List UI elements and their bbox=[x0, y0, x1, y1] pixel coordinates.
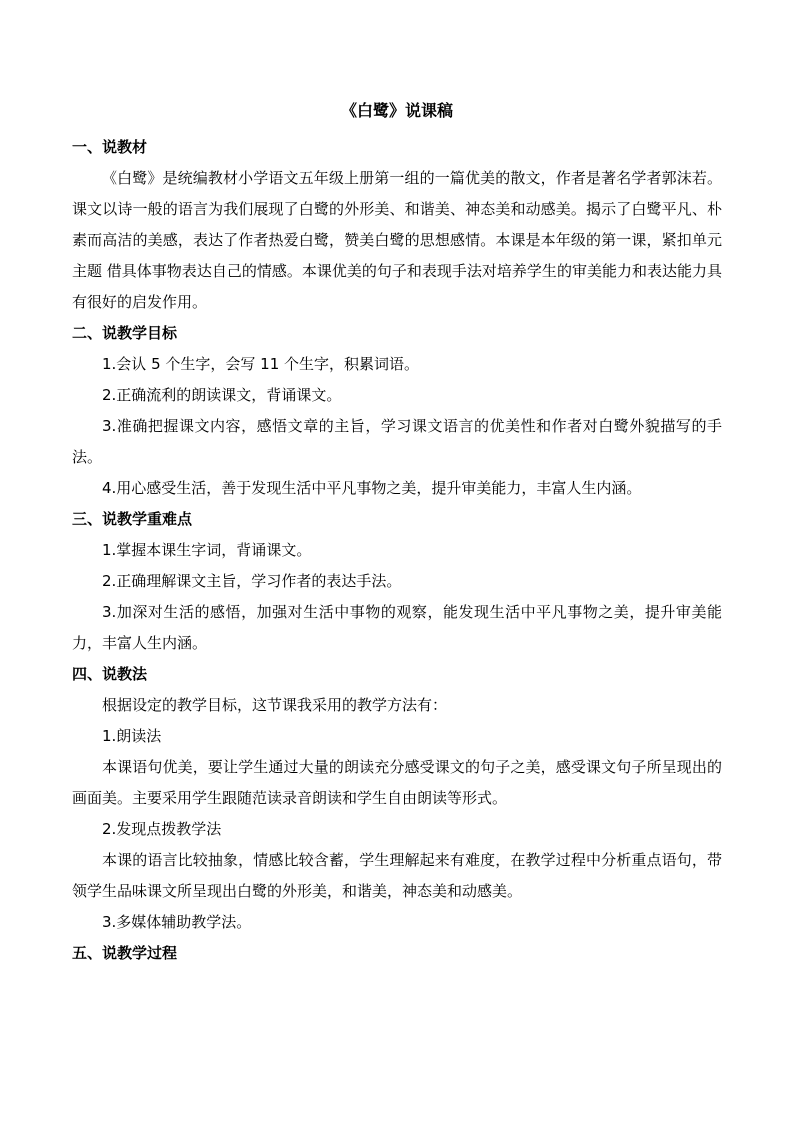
paragraph: 3.多媒体辅助教学法。 bbox=[102, 913, 252, 931]
paragraph: 本课语句优美，要让学生通过大量的朗读充分感受课文的句子之美，感受课文句子所呈现出的画面美。主要采用学生跟随范读录音朗读和学生自由朗读等形式。 bbox=[72, 758, 722, 807]
section-teaching-process bbox=[72, 938, 722, 969]
paragraph: 2.发现点拨教学法 bbox=[102, 820, 222, 838]
section-heading: 四、说教法 bbox=[72, 665, 148, 683]
paragraph: 1.会认 5 个生字，会写 11 个生字，积累词语。 bbox=[102, 355, 420, 373]
section-heading: 三、说教学重难点 bbox=[72, 510, 193, 528]
document-page bbox=[72, 100, 722, 969]
paragraph: 1.掌握本课生字词，背诵课文。 bbox=[102, 541, 312, 559]
paragraph: 3.加深对生活的感悟，加强对生活中事物的观察，能发现生活中平凡事物之美，提升审美能力，丰富人生内涵。 bbox=[72, 603, 722, 652]
paragraph: 4.用心感受生活，善于发现生活中平凡事物之美，提升审美能力，丰富人生内涵。 bbox=[102, 479, 642, 497]
paragraph: 《白鹭》是统编教材小学语文五年级上册第一组的一篇优美的散文，作者是著名学者郭沫若。课文以诗一般的语言为我们展现了白鹭的外形美、和谐美、神态美和动感美。揭示了白鹭平凡、朴素而高洁的美感，表达了作者热爱白鹭，赞美白鹭的思想感情。本课是本年级的第一课，紧扣单元主题 借具体事物表达自己的情感。本课优美的句子和表现手法对培养学生的审美能力和表达能力具有很好的启发作用。 bbox=[72, 169, 722, 311]
section-heading: 二、说教学目标 bbox=[72, 324, 178, 342]
paragraph: 2.正确理解课文主旨，学习作者的表达手法。 bbox=[102, 572, 402, 590]
section-heading: 五、说教学过程 bbox=[72, 944, 178, 962]
paragraph: 1.朗读法 bbox=[102, 727, 162, 745]
paragraph: 本课的语言比较抽象，情感比较含蓄，学生理解起来有难度，在教学过程中分析重点语句，带领学生品味课文所呈现出白鹭的外形美，和谐美，神态美和动感美。 bbox=[72, 851, 722, 900]
document-title: 《白鹭》说课稿 bbox=[340, 101, 453, 120]
section-key-points bbox=[72, 504, 722, 659]
section-teaching-goals bbox=[72, 318, 722, 504]
section-textbook bbox=[72, 132, 722, 318]
paragraph: 根据设定的教学目标，这节课我采用的教学方法有： bbox=[102, 696, 448, 714]
paragraph: 2.正确流利的朗读课文，背诵课文。 bbox=[102, 386, 342, 404]
section-heading: 一、说教材 bbox=[72, 138, 148, 156]
section-teaching-methods bbox=[72, 659, 722, 938]
paragraph: 3.准确把握课文内容，感悟文章的主旨，学习课文语言的优美性和作者对白鹭外貌描写的手法。 bbox=[72, 417, 722, 466]
